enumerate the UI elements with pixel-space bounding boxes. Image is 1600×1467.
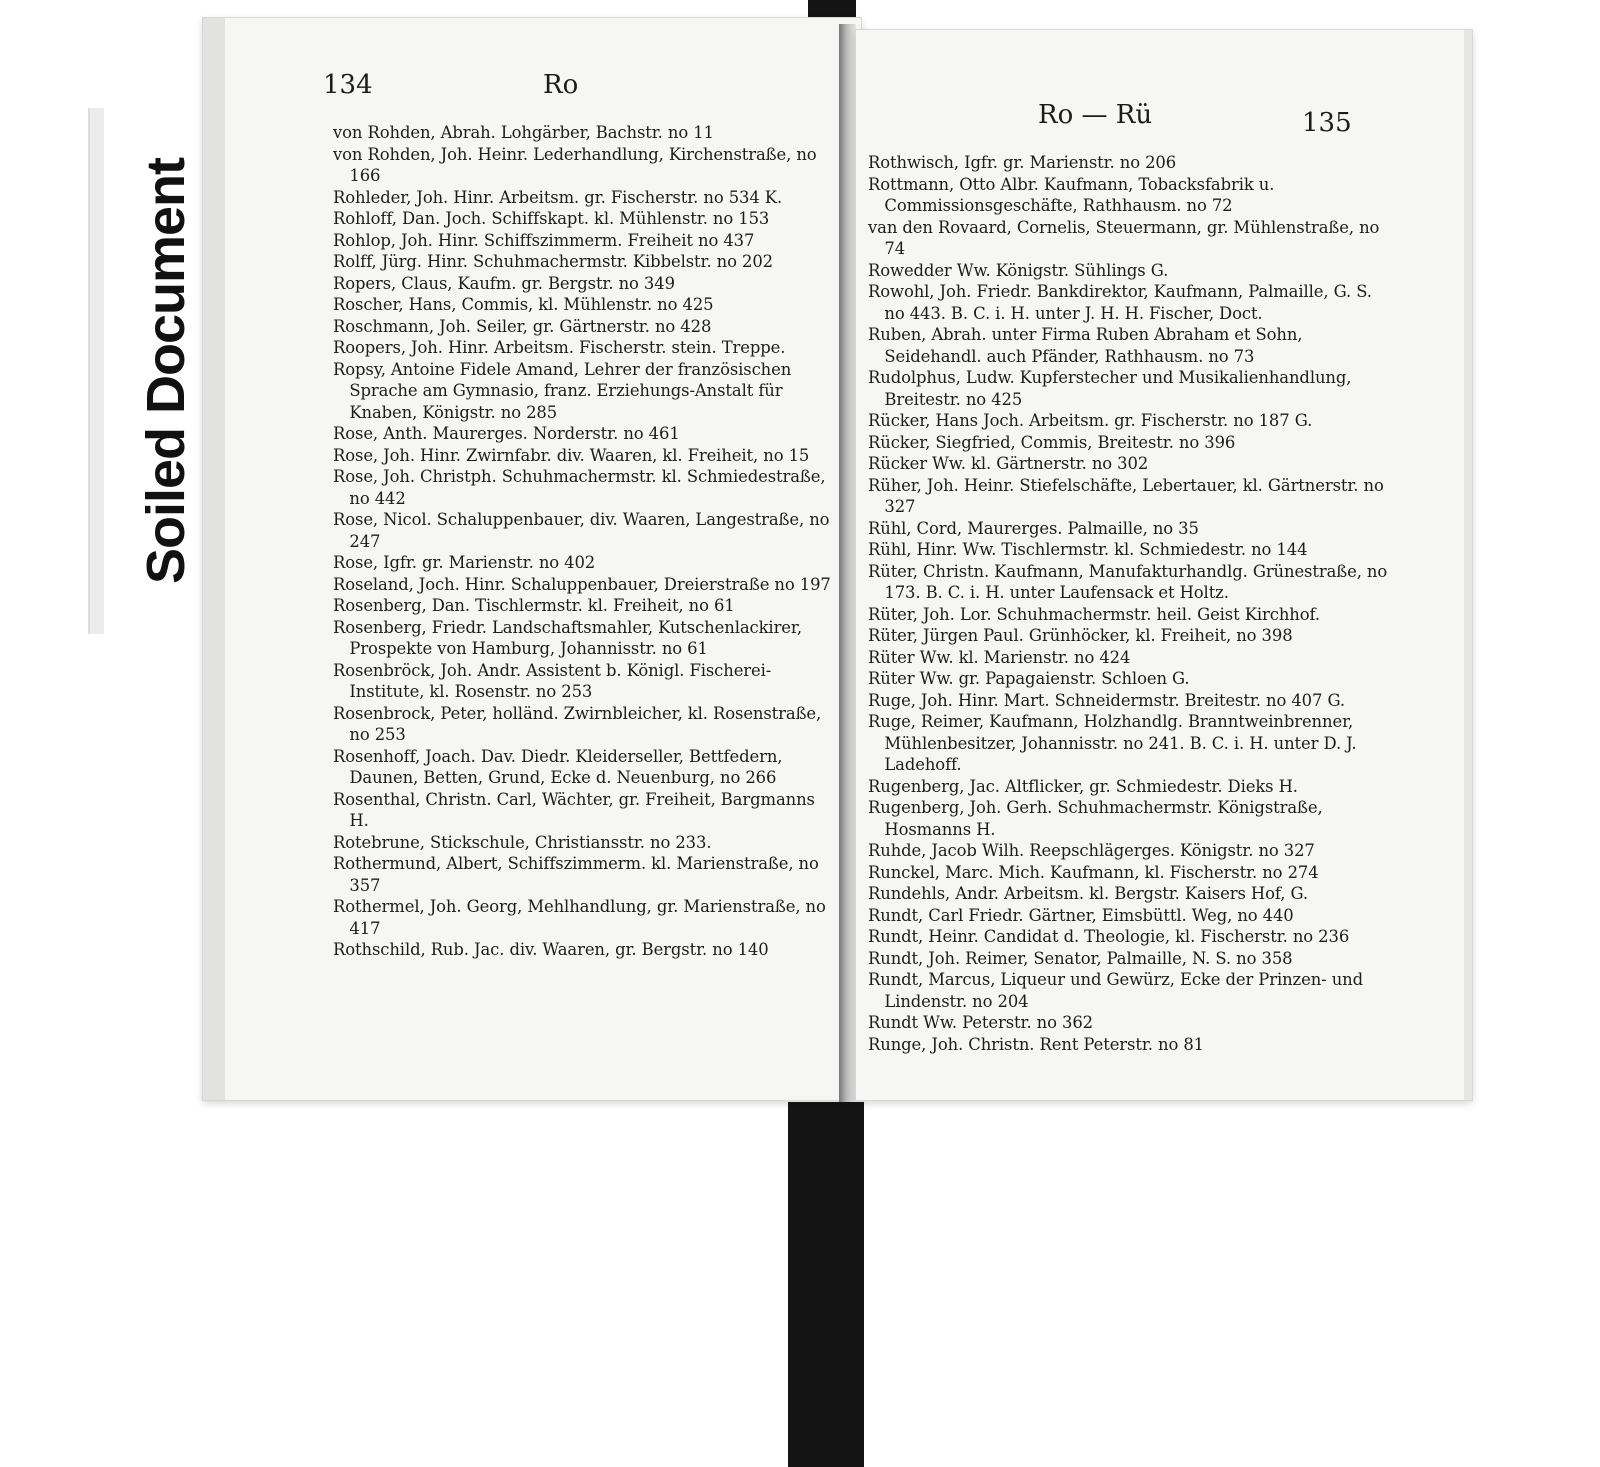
directory-entry: Rüter Ww. kl. Marienstr. no 424 (868, 647, 1131, 667)
directory-entry: Rottmann, Otto Albr. Kaufmann, Tobacksfabrik u. Commissionsgeschäfte, Rathhausm. no 72 (868, 174, 1275, 215)
directory-entry: Ropsy, Antoine Fidele Amand, Lehrer der französischen Sprache am Gymnasio, franz. Erziehungs-Anstalt für Knaben, Königstr. no 285 (333, 359, 792, 422)
document-label: Soiled Document (136, 157, 196, 585)
directory-entry: Rothschild, Rub. Jac. div. Waaren, gr. Bergstr. no 140 (333, 940, 769, 959)
directory-entry: Rugenberg, Joh. Gerh. Schuhmachermstr. Königstraße, Hosmanns H. (868, 798, 1323, 839)
directory-entry: Rose, Nicol. Schaluppenbauer, div. Waaren, Langestraße, no 247 (333, 510, 830, 551)
directory-entry: Ruge, Reimer, Kaufmann, Holzhandlg. Branntweinbrenner, Mühlenbesitzer, Johannisstr. no 241. B. C. i. H. unter D. J. Ladehoff. (868, 712, 1357, 774)
directory-entry: Rücker, Hans Joch. Arbeitsm. gr. Fischerstr. no 187 G. (868, 411, 1313, 430)
directory-entry: Rüter Ww. gr. Papagaienstr. Schloen G. (868, 669, 1190, 688)
left-page (203, 18, 861, 1100)
directory-entry: Rose, Anth. Maurerges. Norderstr. no 461 (333, 424, 680, 443)
directory-entry: Rose, Joh. Hinr. Zwirnfabr. div. Waaren, kl. Freiheit, no 15 (333, 445, 810, 465)
right-running-head: Ro — Rü (1038, 100, 1153, 130)
directory-entry: Ruge, Joh. Hinr. Mart. Schneidermstr. Breitestr. no 407 G. (868, 690, 1345, 710)
directory-entry: Rowedder Ww. Königstr. Sühlings G. (868, 260, 1169, 280)
directory-entry: Rücker Ww. kl. Gärtnerstr. no 302 (868, 454, 1149, 473)
directory-entry: Rosenbröck, Joh. Andr. Assistent b. Königl. Fischerei-Institute, kl. Rosenstr. no 253 (333, 660, 772, 701)
right-page-number: 135 (1302, 108, 1352, 138)
directory-entry: Rose, Igfr. gr. Marienstr. no 402 (333, 553, 596, 572)
directory-entry: von Rohden, Joh. Heinr. Lederhandlung, Kirchenstraße, no 166 (333, 144, 817, 185)
page-gutter (839, 24, 856, 1102)
directory-entry: Rundt, Marcus, Liqueur und Gewürz, Ecke der Prinzen- und Lindenstr. no 204 (868, 970, 1364, 1011)
directory-entry: Rothermund, Albert, Schiffszimmerm. kl. Marienstraße, no 357 (333, 854, 819, 895)
directory-entry: Runge, Joh. Christn. Rent Peterstr. no 81 (868, 1034, 1204, 1054)
directory-entry: Rowohl, Joh. Friedr. Bankdirektor, Kaufmann, Palmaille, G. S. no 443. B. C. i. H. unter J. H. H. Fischer, Doct. (868, 282, 1372, 323)
directory-entry: Rundt Ww. Peterstr. no 362 (868, 1013, 1093, 1032)
directory-entry: von Rohden, Abrah. Lohgärber, Bachstr. no 11 (333, 123, 714, 142)
directory-entry: Rosenhoff, Joach. Dav. Diedr. Kleiderseller, Bettfedern, Daunen, Betten, Grund, Ecke d. Neuenburg, no 266 (333, 746, 783, 787)
directory-entry: Runckel, Marc. Mich. Kaufmann, kl. Fischerstr. no 274 (868, 862, 1319, 882)
directory-entry: Rüher, Joh. Heinr. Stiefelschäfte, Lebertauer, kl. Gärtnerstr. no 327 (868, 475, 1384, 516)
directory-entry: Rotebrune, Stickschule, Christiansstr. no 233. (333, 832, 712, 852)
directory-entry: Rundehls, Andr. Arbeitsm. kl. Bergstr. Kaisers Hof, G. (868, 884, 1309, 903)
directory-entry: Roschmann, Joh. Seiler, gr. Gärtnerstr. no 428 (333, 316, 712, 336)
directory-entry: Rüter, Joh. Lor. Schuhmachermstr. heil. Geist Kirchhof. (868, 604, 1320, 624)
directory-entry: Rüter, Jürgen Paul. Grünhöcker, kl. Freiheit, no 398 (868, 626, 1293, 645)
directory-entry: Rolff, Jürg. Hinr. Schuhmachermstr. Kibbelstr. no 202 (333, 252, 773, 271)
directory-entry: Ruhde, Jacob Wilh. Reepschlägerges. Königstr. no 327 (868, 841, 1315, 860)
directory-entry: Rosenberg, Friedr. Landschaftsmahler, Kutschenlackirer, Prospekte von Hamburg, Johannisstr. no 61 (333, 617, 802, 658)
directory-entry: Rothwisch, Igfr. gr. Marienstr. no 206 (868, 153, 1177, 172)
directory-entry: Roseland, Joch. Hinr. Schaluppenbauer, Dreierstraße no 197 (333, 574, 831, 594)
directory-entry: Roopers, Joh. Hinr. Arbeitsm. Fischerstr. stein. Treppe. (333, 338, 786, 357)
directory-entry: Rosenberg, Dan. Tischlermstr. kl. Freiheit, no 61 (333, 596, 735, 615)
directory-entry: Rosenbrock, Peter, holländ. Zwirnbleicher, kl. Rosenstraße, no 253 (333, 703, 822, 744)
directory-entry: Rothermel, Joh. Georg, Mehlhandlung, gr. Marienstraße, no 417 (333, 897, 826, 938)
book-spine-bottom (788, 1102, 864, 1467)
directory-entry: Roscher, Hans, Commis, kl. Mühlenstr. no 425 (333, 295, 714, 314)
directory-entry: Rühl, Hinr. Ww. Tischlermstr. kl. Schmiedestr. no 144 (868, 540, 1308, 559)
left-entry-list (333, 122, 833, 961)
directory-entry: Ruben, Abrah. unter Firma Ruben Abraham et Sohn, Seidehandl. auch Pfänder, Rathhausm. no 73 (868, 325, 1303, 366)
directory-entry: Rosenthal, Christn. Carl, Wächter, gr. Freiheit, Bargmanns H. (333, 789, 815, 830)
left-page-number: 134 (323, 70, 373, 100)
directory-entry: Rohloff, Dan. Joch. Schiffskapt. kl. Mühlenstr. no 153 (333, 209, 770, 228)
directory-entry: Rohleder, Joh. Hinr. Arbeitsm. gr. Fischerstr. no 534 K. (333, 187, 783, 207)
directory-entry: Rose, Joh. Christph. Schuhmachermstr. kl. Schmiedestraße, no 442 (333, 467, 826, 508)
right-entry-list (868, 152, 1388, 1055)
right-page (856, 30, 1472, 1100)
directory-entry: Rundt, Joh. Reimer, Senator, Palmaille, N. S. no 358 (868, 948, 1293, 968)
directory-entry: Rundt, Heinr. Candidat d. Theologie, kl. Fischerstr. no 236 (868, 927, 1350, 946)
directory-entry: Rücker, Siegfried, Commis, Breitestr. no 396 (868, 432, 1236, 452)
directory-entry: Rüter, Christn. Kaufmann, Manufakturhandlg. Grünestraße, no 173. B. C. i. H. unter Laufensack et Holtz. (868, 561, 1388, 602)
directory-entry: Rugenberg, Jac. Altflicker, gr. Schmiedestr. Dieks H. (868, 776, 1298, 796)
directory-entry: Rühl, Cord, Maurerges. Palmaille, no 35 (868, 518, 1199, 538)
left-running-head: Ro (543, 70, 579, 100)
directory-entry: van den Rovaard, Cornelis, Steuermann, gr. Mühlenstraße, no 74 (868, 217, 1380, 258)
directory-entry: Rundt, Carl Friedr. Gärtner, Eimsbüttl. Weg, no 440 (868, 905, 1294, 925)
directory-entry: Rudolphus, Ludw. Kupferstecher und Musikalienhandlung, Breitestr. no 425 (868, 368, 1352, 409)
directory-entry: Rohlop, Joh. Hinr. Schiffszimmerm. Freiheit no 437 (333, 230, 755, 250)
directory-entry: Ropers, Claus, Kaufm. gr. Bergstr. no 349 (333, 273, 675, 293)
